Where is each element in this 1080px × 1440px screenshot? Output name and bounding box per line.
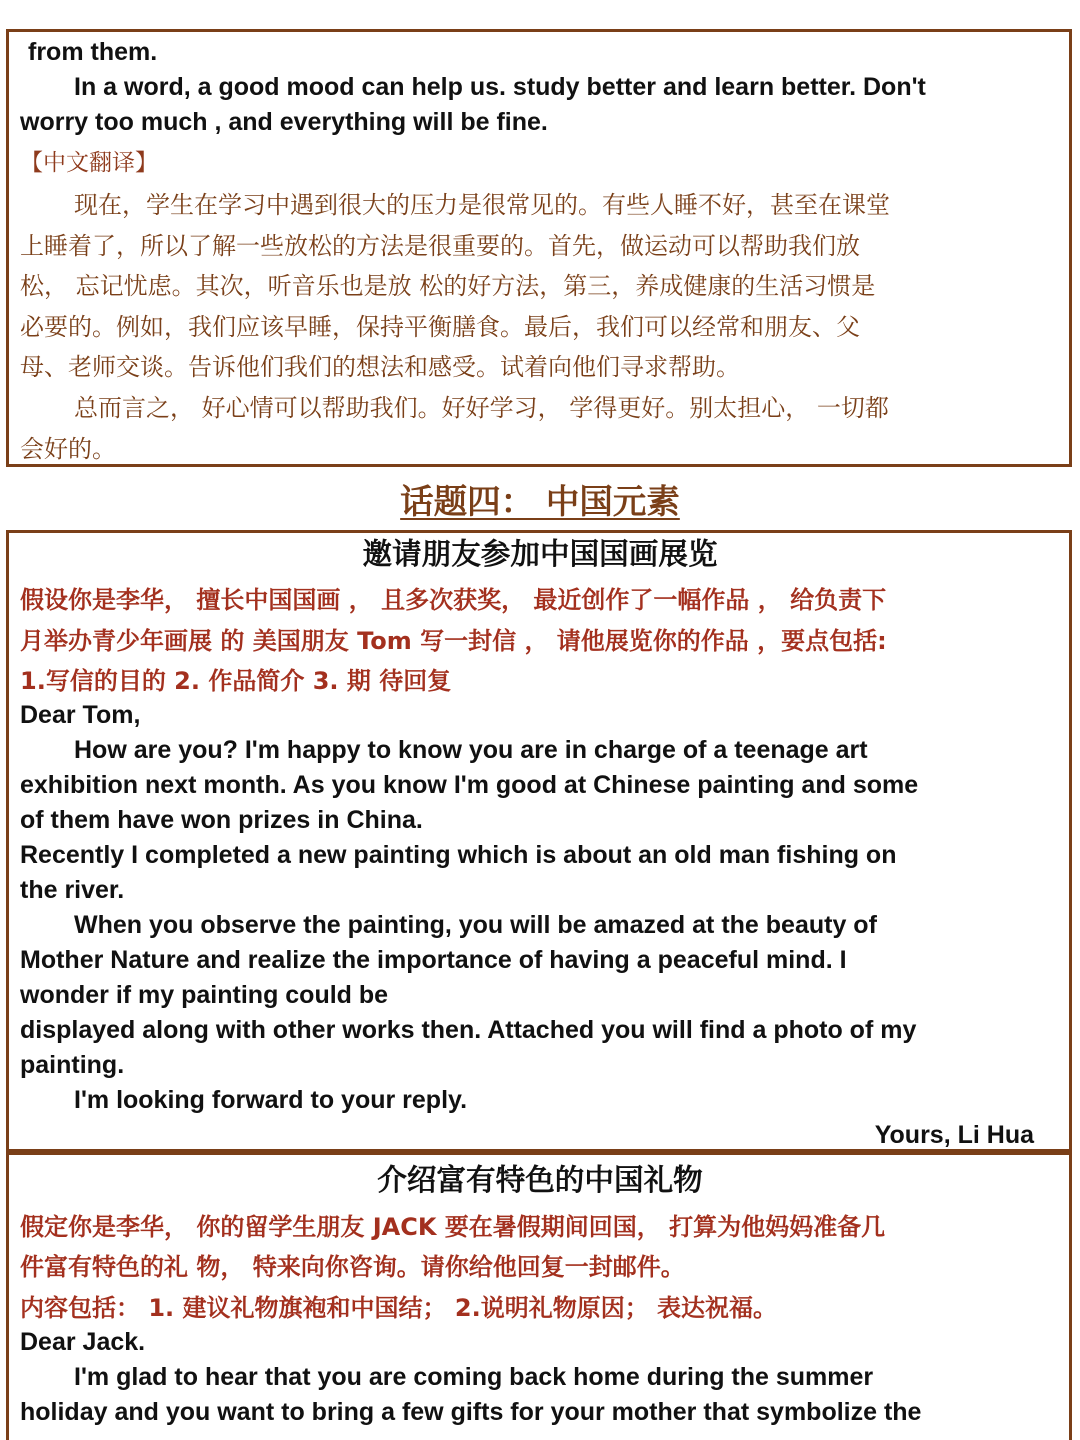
- requirement-line: 1.写信的目的 2. 作品简介 3. 期 待回复: [20, 667, 452, 695]
- letter-line: Dear Jack.: [20, 1328, 146, 1356]
- letter-line: I'm looking forward to your reply.: [74, 1086, 468, 1114]
- letter-line: painting.: [20, 1051, 125, 1079]
- letter-line: Dear Tom,: [20, 701, 141, 729]
- translation-line: 必要的。例如，我们应该早睡，保持平衡膳食。最后，我们可以经常和朋友、父: [20, 313, 860, 341]
- letter-line: of them have won prizes in China.: [20, 806, 423, 834]
- letter-line: wonder if my painting could be: [20, 981, 389, 1009]
- letter-line: How are you? I'm happy to know you are in charge of a teenage art: [74, 736, 868, 764]
- essay-line: from them.: [28, 38, 158, 66]
- translation-line: 母、老师交谈。告诉他们我们的想法和感受。试着向他们寻求帮助。: [20, 353, 740, 381]
- translation-line: 现在，学生在学习中遇到很大的压力是很常见的。有些人睡不好，甚至在课堂: [74, 191, 890, 219]
- requirement-line: 假定你是李华， 你的留学生朋友 JACK 要在暑假期间回国， 打算为他妈妈准备几: [20, 1213, 886, 1241]
- letter-signoff: Yours, Li Hua: [874, 1121, 1034, 1149]
- section-title: 邀请朋友参加中国国画展览: [362, 537, 718, 571]
- translation-line: 上睡着了，所以了解一些放松的方法是很重要的。首先，做运动可以帮助我们放: [20, 232, 860, 260]
- translation-line: 会好的。: [20, 435, 116, 463]
- letter-line: Recently I completed a new painting which is about an old man fishing on: [20, 841, 897, 869]
- letter-line: I'm glad to hear that you are coming back home during the summer: [74, 1363, 874, 1391]
- requirement-line: 月举办青少年画展 的 美国朋友 Tom 写一封信 ， 请他展览你的作品 ，要点包括:: [20, 627, 887, 655]
- essay-line: In a word, a good mood can help us. study better and learn better. Don't: [74, 73, 926, 101]
- essay-line: worry too much , and everything will be fine.: [20, 108, 548, 136]
- letter-line: displayed along with other works then. Attached you will find a photo of my: [20, 1016, 917, 1044]
- letter-line: the river.: [20, 876, 125, 904]
- requirement-line: 假设你是李华， 擅长中国国画 ， 且多次获奖， 最近创作了一幅作品 ， 给负责下: [20, 586, 887, 614]
- letter-line: holiday and you want to bring a few gifts for your mother that symbolize the: [20, 1398, 922, 1426]
- requirement-line: 件富有特色的礼 物， 特来向你咨询。请你给他回复一封邮件。: [20, 1253, 685, 1281]
- topic-title: 话题四： 中国元素: [400, 482, 680, 521]
- translation-label: 【中文翻译】: [20, 150, 158, 176]
- translation-line: 松， 忘记忧虑。其次，听音乐也是放 松的好方法，第三，养成健康的生活习惯是: [20, 272, 876, 300]
- requirement-line: 内容包括： 1. 建议礼物旗袍和中国结； 2.说明礼物原因； 表达祝福。: [20, 1294, 778, 1322]
- letter-line: Mother Nature and realize the importance of having a peaceful mind. I: [20, 946, 847, 974]
- letter-line: When you observe the painting, you will be amazed at the beauty of: [74, 911, 877, 939]
- translation-line: 总而言之， 好心情可以帮助我们。好好学习， 学得更好。别太担心， 一切都: [74, 394, 889, 422]
- letter-line: exhibition next month. As you know I'm good at Chinese painting and some: [20, 771, 919, 799]
- section-title: 介绍富有特色的中国礼物: [377, 1163, 703, 1197]
